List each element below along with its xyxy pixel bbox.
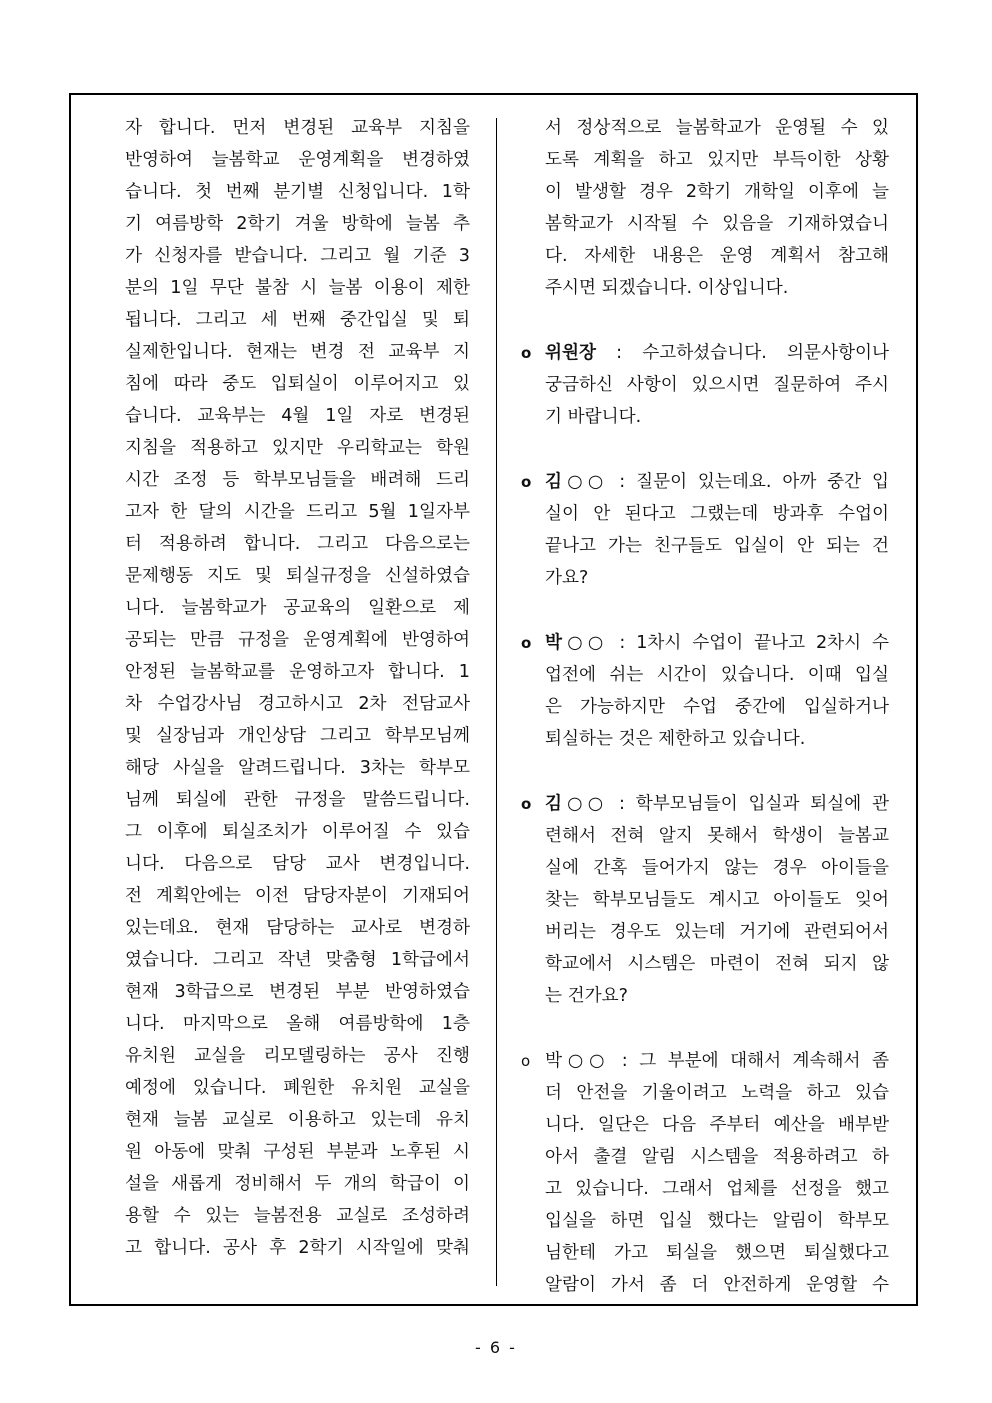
separator: : — [608, 633, 637, 653]
text-line: 및 실장님과 개인상담 그리고 학부모님께 — [125, 726, 470, 746]
text-fragment: 그 부분에 대해서 계속해서 좀 — [639, 1051, 889, 1071]
text-line: 현재 3학급으로 변경된 부분 반영하였습 — [125, 982, 470, 1002]
text-line: 서 정상적으로 늘봄학교가 운영될 수 있 — [545, 118, 889, 138]
text-line: 였습니다. 그리고 작년 맞춤형 1학급에서 — [125, 950, 470, 970]
text-line: 습니다. 교육부는 4월 1일 자로 변경된 — [125, 406, 470, 426]
text-fragment: 질문이 있는데요. 아까 중간 입 — [636, 472, 889, 492]
text-line: 니다. 늘봄학교가 공교육의 일환으로 제 — [125, 598, 470, 618]
speaker-line — [545, 627, 889, 659]
speaker-name: 김○○ — [545, 794, 609, 814]
text-line: 용할 수 있는 늘봄전용 교실로 조성하려 — [125, 1206, 470, 1226]
text-line: 고 합니다. 공사 후 2학기 시작일에 맞춰 — [125, 1238, 470, 1258]
text-line: 끝나고 가는 친구들도 입실이 안 되는 건 — [545, 536, 889, 556]
text-line: 찾는 학부모님들도 계시고 아이들도 잊어 — [545, 890, 889, 910]
text-line: 공되는 만큼 규정을 운영계획에 반영하여 — [125, 630, 470, 650]
text-line: 지침을 적용하고 있지만 우리학교는 학원 — [125, 438, 470, 458]
text-line: 됩니다. 그리고 세 번째 중간입실 및 퇴 — [125, 310, 470, 330]
text-line: 은 가능하지만 수업 중간에 입실하거나 — [545, 697, 889, 717]
text-line: 련해서 전혀 알지 못해서 학생이 늘봄교 — [545, 826, 889, 846]
separator: : — [608, 794, 636, 814]
text-line: 전 계획안에는 이전 담당자분이 기재되어 — [125, 886, 470, 906]
text-line: 터 적용하려 합니다. 그리고 다음으로는 — [125, 534, 470, 554]
text-fragment: 1차시 수업이 끝나고 2차시 수 — [636, 633, 889, 653]
text-line: 더 안전을 기울이려고 노력을 하고 있습 — [545, 1083, 889, 1103]
text-line: 고 있습니다. 그래서 업체를 선정을 했고 — [545, 1179, 889, 1199]
speech-entry — [521, 1045, 889, 1301]
text-line: 가요? — [545, 568, 589, 588]
text-line: 안정된 늘봄학교를 운영하고자 합니다. 1 — [125, 662, 470, 682]
text-line: 기 여름방학 2학기 겨울 방학에 늘봄 추 — [125, 214, 470, 234]
speaker-name: 박○○ — [545, 1051, 611, 1071]
text-line: 문제행동 지도 및 퇴실규정을 신설하였습 — [125, 566, 470, 586]
text-line: 퇴실하는 것은 제한하고 있습니다. — [545, 729, 806, 749]
text-line: 기 바랍니다. — [545, 407, 642, 427]
text-line: 버리는 경우도 있는데 거기에 관련되어서 — [545, 922, 889, 942]
text-fragment: 학부모님들이 입실과 퇴실에 관 — [635, 794, 889, 814]
text-line: 봄학교가 시작될 수 있음을 기재하였습니 — [545, 214, 889, 234]
text-line: 는 건가요? — [545, 986, 628, 1006]
speaker-line — [545, 337, 889, 369]
text-fragment: 수고하셨습니다. 의문사항이나 — [642, 343, 889, 363]
text-line: 설을 새롭게 정비해서 두 개의 학급이 이 — [125, 1174, 470, 1194]
text-line: 실에 간혹 들어가지 않는 경우 아이들을 — [545, 858, 889, 878]
column-divider — [496, 118, 497, 1286]
left-column — [125, 112, 470, 1264]
text-line: 분의 1일 무단 불참 시 늘봄 이용이 제한 — [125, 278, 470, 298]
speaker-line — [545, 466, 889, 498]
text-line: 업전에 쉬는 시간이 있습니다. 이때 입실 — [545, 665, 889, 685]
speech-entry — [521, 627, 889, 755]
text-line: 반영하여 늘봄학교 운영계획을 변경하였 — [125, 150, 470, 170]
text-line: 아서 출결 알림 시스템을 적용하려고 하 — [545, 1147, 889, 1167]
text-line: 원 아동에 맞춰 구성된 부분과 노후된 시 — [125, 1142, 470, 1162]
speaker-name: 김○○ — [545, 472, 609, 492]
bullet-marker: o — [521, 634, 532, 652]
text-line: 님께 퇴실에 관한 규정을 말씀드립니다. — [125, 790, 470, 810]
text-line: 궁금하신 사항이 있으시면 질문하여 주시 — [545, 375, 889, 395]
text-line: 있는데요. 현재 담당하는 교사로 변경하 — [125, 918, 470, 938]
text-line: 니다. 마지막으로 올해 여름방학에 1층 — [125, 1014, 470, 1034]
separator: : — [608, 472, 637, 492]
page-number: - 6 - — [475, 1338, 517, 1357]
speech-entry — [521, 466, 889, 594]
text-line: 알람이 가서 좀 더 안전하게 운영할 수 — [545, 1275, 889, 1295]
text-line: 님한테 가고 퇴실을 했으면 퇴실했다고 — [545, 1243, 889, 1263]
speaker-name: 박○○ — [545, 633, 609, 653]
speaker-name: 위원장 — [545, 343, 596, 363]
speech-entry — [521, 788, 889, 1012]
bullet-marker: o — [521, 473, 532, 491]
speaker-line — [545, 1045, 889, 1077]
speech-entry — [521, 337, 889, 433]
text-line: 입실을 하면 입실 했다는 알림이 학부모 — [545, 1211, 889, 1231]
separator: : — [610, 1051, 640, 1071]
text-line: 다. 자세한 내용은 운영 계획서 참고해 — [545, 246, 889, 266]
text-line: 예정에 있습니다. 폐원한 유치원 교실을 — [125, 1078, 470, 1098]
text-line: 고자 한 달의 시간을 드리고 5월 1일자부 — [125, 502, 470, 522]
text-line: 자 합니다. 먼저 변경된 교육부 지침을 — [125, 118, 470, 138]
text-line: 유치원 교실을 리모델링하는 공사 진행 — [125, 1046, 470, 1066]
right-column — [521, 112, 889, 1301]
bullet-marker: o — [521, 795, 532, 813]
text-line: 시간 조정 등 학부모님들을 배려해 드리 — [125, 470, 470, 490]
text-line: 침에 따라 중도 입퇴실이 이루어지고 있 — [125, 374, 470, 394]
text-line: 가 신청자를 받습니다. 그리고 월 기준 3 — [125, 246, 470, 266]
text-line: 그 이후에 퇴실조치가 이루어질 수 있습 — [125, 822, 470, 842]
text-line: 실제한입니다. 현재는 변경 전 교육부 지 — [125, 342, 470, 362]
text-line: 현재 늘봄 교실로 이용하고 있는데 유치 — [125, 1110, 470, 1130]
speaker-line — [545, 788, 889, 820]
text-line: 니다. 다음으로 담당 교사 변경입니다. — [125, 854, 470, 874]
bullet-marker: o — [521, 1052, 531, 1070]
bullet-marker: o — [521, 344, 532, 362]
text-line: 해당 사실을 알려드립니다. 3차는 학부모 — [125, 758, 470, 778]
text-line: 주시면 되겠습니다. 이상입니다. — [545, 278, 789, 298]
speech-entry — [545, 112, 889, 304]
text-line: 실이 안 된다고 그랬는데 방과후 수업이 — [545, 504, 889, 524]
text-line: 도록 계획을 하고 있지만 부득이한 상황 — [545, 150, 889, 170]
text-line: 차 수업강사님 경고하시고 2차 전담교사 — [125, 694, 470, 714]
text-line: 학교에서 시스템은 마련이 전혀 되지 않 — [545, 954, 889, 974]
text-line: 이 발생할 경우 2학기 개학일 이후에 늘 — [545, 182, 889, 202]
separator: : — [596, 343, 643, 363]
text-line: 습니다. 첫 번째 분기별 신청입니다. 1학 — [125, 182, 470, 202]
text-line: 니다. 일단은 다음 주부터 예산을 배부받 — [545, 1115, 889, 1135]
